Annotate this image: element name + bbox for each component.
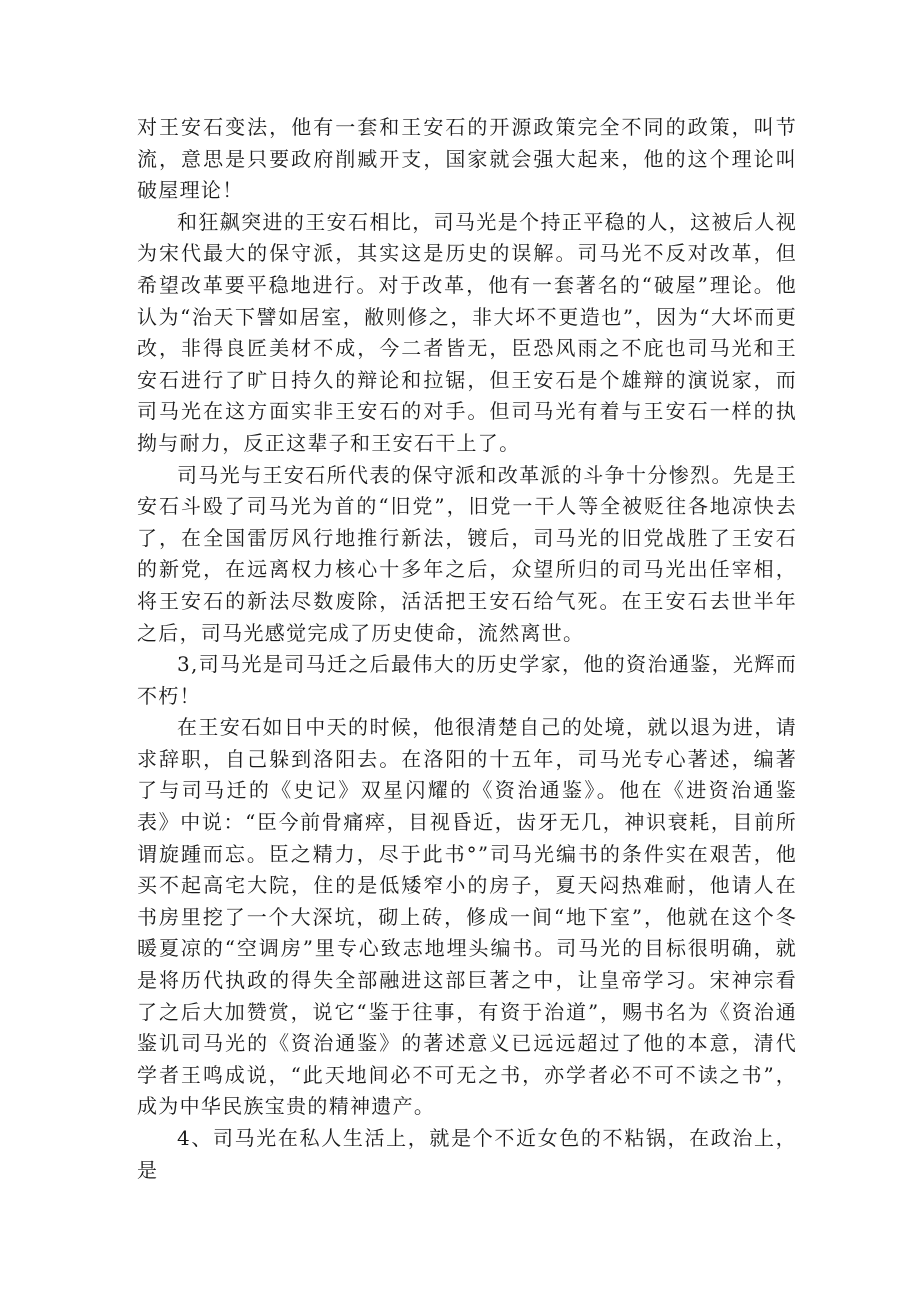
- paragraph-2: 和狂飙突进的王安石相比，司马光是个持正平稳的人，这被后人视为宋代最大的保守派，其实这是历史的误解。司马光不反对改革，但希望改革要平稳地进行。对于改革，他有一套著名的“破屋”理论。他认为“治天下譬如居室，敝则修之，非大坏不更造也”，因为“大坏而更改，非得良匠美材不成，今二者皆无，臣恐风雨之不庇也司马光和王安石进行了旷日持久的辩论和拉锯，但王安石是个雄辩的演说家，而司马光在这方面实非王安石的对手。但司马光有着与王安石一样的执拗与耐力，反正这辈子和王安石干上了。: [137, 209, 797, 455]
- paragraph-6: 4、司马光在私人生活上，就是个不近女色的不粘锅，在政治上，是: [137, 1126, 797, 1182]
- paragraph-4: 3,司马光是司马迁之后最伟大的历史学家，他的资治通鉴，光辉而不朽！: [137, 652, 797, 708]
- document-body: [137, 112, 797, 1186]
- paragraph-1: 对王安石变法，他有一套和王安石的开源政策完全不同的政策，叫节流，意思是只要政府削臧开支，国家就会强大起来，他的这个理论叫破屋理论！: [137, 115, 797, 203]
- paragraph-5: 在王安石如日中天的时候，他很清楚自己的处境，就以退为进，请求辞职，自己躲到洛阳去。在洛阳的十五年，司马光专心著述，编著了与司马迁的《史记》双星闪耀的《资治通鉴》。他在《进资治通鉴表》中说：“臣今前骨痛瘁，目视昏近，齿牙无几，神识衰耗，目前所谓旋踵而忘。臣之精力，尽于此书°”司马光编书的条件实在艰苦，他买不起高宅大院，住的是低矮窄小的房子，夏天闷热难耐，他请人在书房里挖了一个大深坑，砌上砖，修成一间“地下室”，他就在这个冬暖夏凉的“空调房”里专心致志地埋头编书。司马光的目标很明确，就是将历代执政的得失全部融进这部巨著之中，让皇帝学习。宋神宗看了之后大加赞赏，说它“鉴于往事，有资于治道”，赐书名为《资治通鉴讥司马光的《资治通鉴》的著述意义已远远超过了他的本意，清代学者王鸣成说，“此天地间必不可无之书，亦学者必不可不读之书”，成为中华民族宝贵的精神遗产。: [137, 715, 797, 1119]
- paragraph-3: 司马光与王安石所代表的保守派和改革派的斗争十分惨烈。先是王安石斗殴了司马光为首的“旧党”，旧党一干人等全被贬往各地凉快去了，在全国雷厉风行地推行新法，镀后，司马光的旧党战胜了王安石的新党，在远离权力核心十多年之后，众望所归的司马光出任宰相，将王安石的新法尽数废除，活活把王安石给气死。在王安石去世半年之后，司马光感觉完成了历史使命，流然离世。: [137, 462, 797, 645]
